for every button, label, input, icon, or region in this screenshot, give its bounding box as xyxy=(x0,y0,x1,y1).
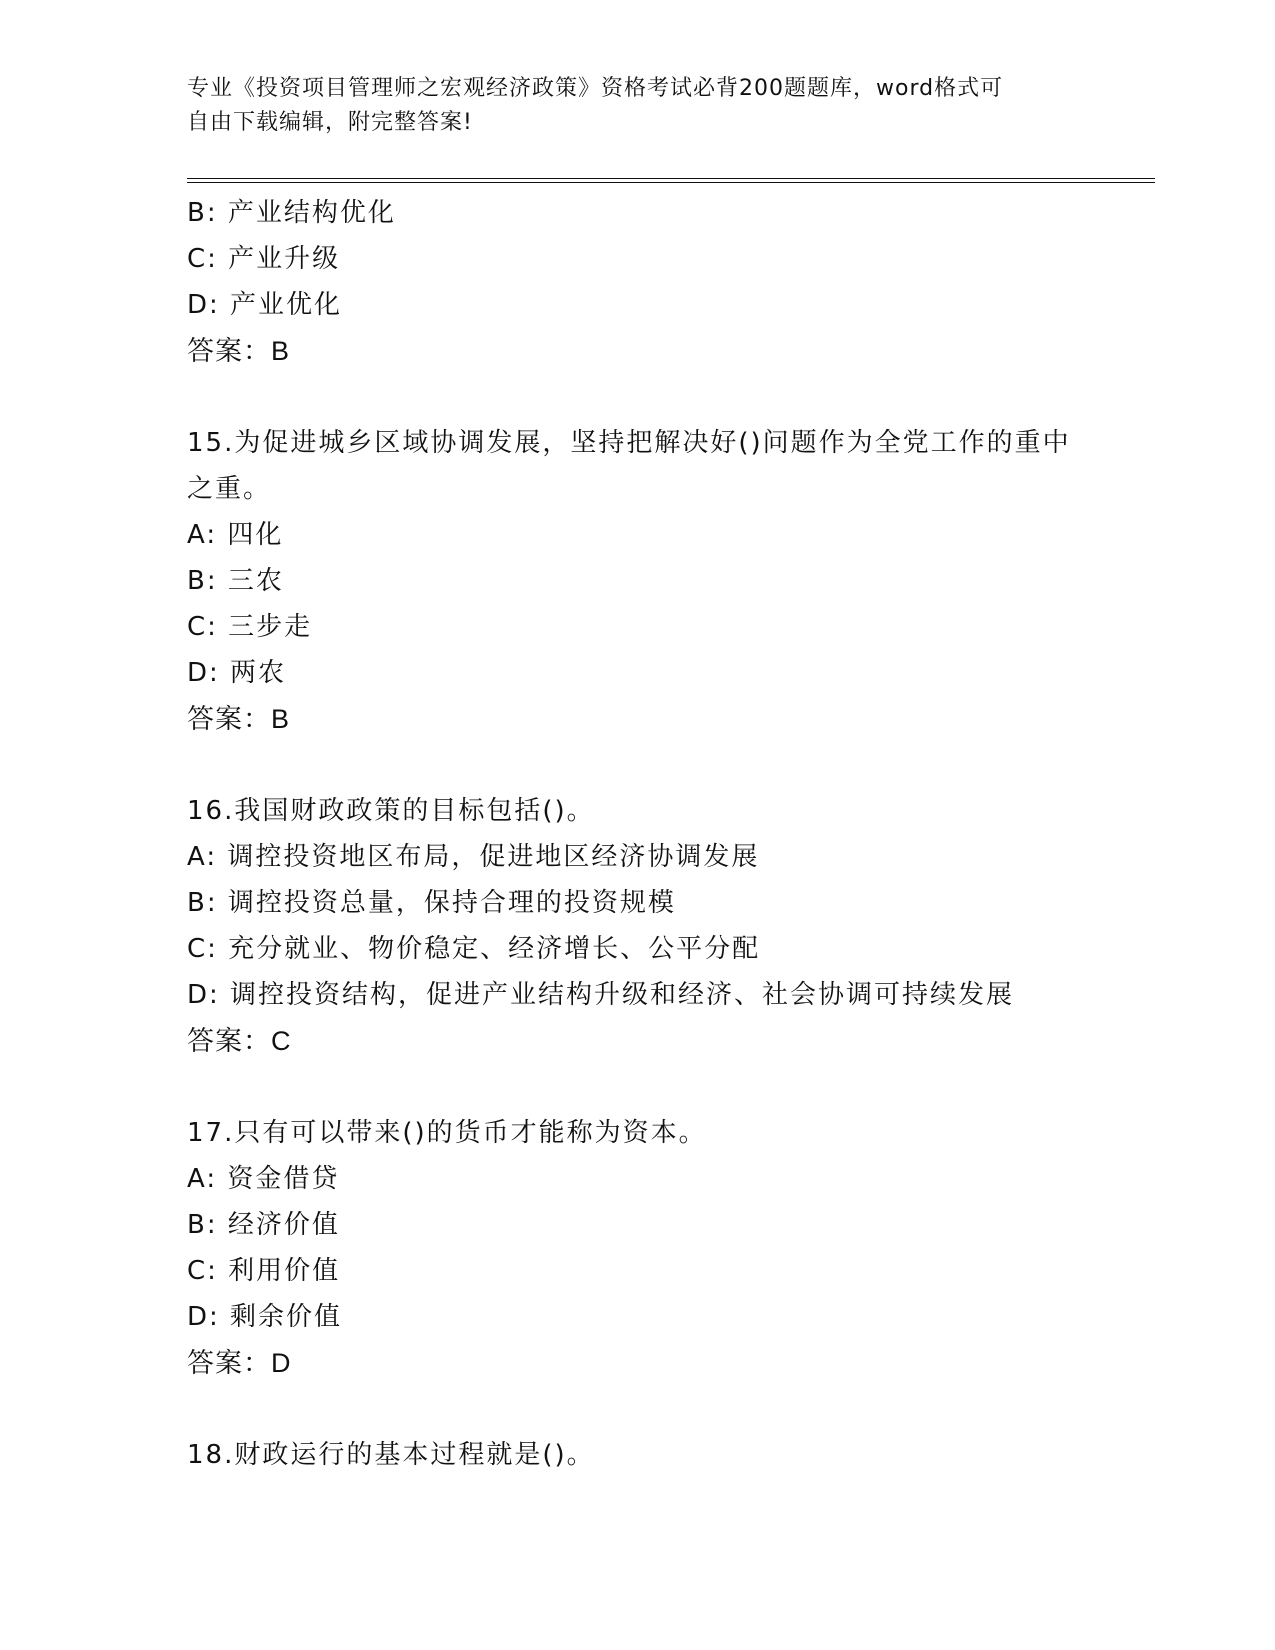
option-c: C: 三步走 xyxy=(187,612,313,642)
option-c: C: 产业升级 xyxy=(187,244,341,274)
option-c: C: 利用价值 xyxy=(187,1256,341,1286)
document-header xyxy=(187,72,1067,140)
option-b: B: 经济价值 xyxy=(187,1210,340,1240)
option-d: D: 调控投资结构，促进产业结构升级和经济、社会协调可持续发展 xyxy=(187,980,1015,1010)
option-c: C: 充分就业、物价稳定、经济增长、公平分配 xyxy=(187,934,761,964)
option-d: D: 两农 xyxy=(187,658,287,688)
option-d: D: 产业优化 xyxy=(187,290,343,320)
option-b: B: 三农 xyxy=(187,566,284,596)
option-b: B: 调控投资总量，保持合理的投资规模 xyxy=(187,888,676,918)
question-17-block xyxy=(187,1110,1087,1386)
header-divider-top xyxy=(187,178,1155,179)
spacer xyxy=(187,374,1087,420)
option-b: B: 产业结构优化 xyxy=(187,198,396,228)
question-16-block xyxy=(187,788,1087,1064)
spacer xyxy=(187,1386,1087,1432)
option-a: A: 资金借贷 xyxy=(187,1164,340,1194)
question-text: 16.我国财政政策的目标包括()。 xyxy=(187,796,595,826)
answer-line: 答案：C xyxy=(187,1026,292,1056)
option-a: A: 四化 xyxy=(187,520,284,550)
option-d: D: 剩余价值 xyxy=(187,1302,343,1332)
header-line-2: 自由下载编辑，附完整答案! xyxy=(187,110,473,135)
spacer xyxy=(187,742,1087,788)
question-text: 18.财政运行的基本过程就是()。 xyxy=(187,1440,595,1470)
answer-line: 答案：D xyxy=(187,1348,292,1378)
question-list xyxy=(187,190,1087,1478)
option-a: A: 调控投资地区布局，促进地区经济协调发展 xyxy=(187,842,760,872)
answer-line: 答案：B xyxy=(187,704,291,734)
question-text: 17.只有可以带来()的货币才能称为资本。 xyxy=(187,1118,707,1148)
question-14-block xyxy=(187,190,1087,374)
question-text: 15.为促进城乡区域协调发展，坚持把解决好()问题作为全党工作的重中之重。 xyxy=(187,428,1071,504)
spacer xyxy=(187,1064,1087,1110)
header-line-1: 专业《投资项目管理师之宏观经济政策》资格考试必背200题题库，word格式可 xyxy=(187,76,1004,101)
header-divider-bottom xyxy=(187,182,1155,183)
answer-line: 答案：B xyxy=(187,336,291,366)
question-15-block xyxy=(187,420,1087,742)
question-18-block xyxy=(187,1432,1087,1478)
